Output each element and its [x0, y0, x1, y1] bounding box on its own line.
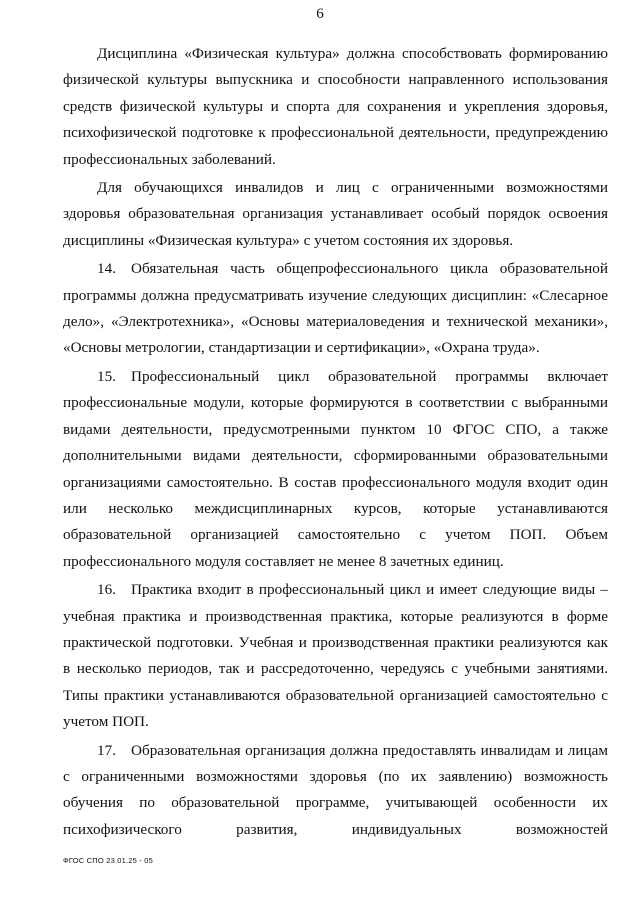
- paragraph-17: [63, 738, 608, 844]
- paragraph-disabled-students: Для обучающихся инвалидов и лиц с ограниченными возможностями здоровья образовательная организация устанавливает особый порядок освоения дисциплины «Физическая культура» с учетом состояния их здоровья.: [63, 179, 608, 249]
- paragraph-number: 17.: [97, 741, 116, 759]
- page-number: 6: [316, 6, 324, 22]
- paragraph-text: Профессиональный цикл образовательной программы включает профессиональные модули, которые формируются в соответствии с выбранными видами деятельности, предусмотренными пунктом 10 ФГОС СПО, а также дополнительными видами деятельности, сформированными образовательными организациями самостоятельно. В состав профессионального модуля входит один или несколько междисциплинарных курсов, которые устанавливаются образовательной организацией самостоятельно с учетом ПОП. Объем профессионального модуля составляет не менее 8 зачетных единиц.: [63, 367, 608, 570]
- document-body: [63, 41, 608, 845]
- paragraph-physical-culture: Дисциплина «Физическая культура» должна способствовать формированию физической культуры выпускника и способности направленного использования средств физической культуры и спорта для сохранения и укрепления здоровья, психофизической подготовке к профессиональной деятельности, предупреждению профессиональных заболеваний.: [63, 45, 608, 168]
- paragraph-number: 14.: [97, 260, 116, 278]
- paragraph-number: 16.: [97, 581, 116, 599]
- paragraph-text: Обязательная часть общепрофессионального цикла образовательной программы должна предусматривать изучение следующих дисциплин: «Слесарное дело», «Электротехника», «Основы материаловедения и технической механики», «Основы метрологии, стандартизации и сертификации», «Охрана труда».: [63, 260, 608, 357]
- paragraph-text: Практика входит в профессиональный цикл и имеет следующие виды – учебная практика и производственная практика, которые реализуются в форме практической подготовки. Учебная и производственная практики реализуются как в несколько периодов, так и рассредоточенно, чередуясь с учебными занятиями. Типы практики устанавливаются образовательной организацией самостоятельно с учетом ПОП.: [63, 581, 608, 731]
- document-footer-code: ФГОС СПО 23.01.25 - 05: [63, 856, 154, 865]
- paragraph-14: [63, 256, 608, 362]
- paragraph-15: [63, 364, 608, 575]
- paragraph-16: [63, 577, 608, 735]
- paragraph-number: 15.: [97, 367, 116, 385]
- paragraph-text: Образовательная организация должна предоставлять инвалидам и лицам с ограниченными возможностями здоровья (по их заявлению) возможность обучения по образовательной программе, учитывающей особенности их психофизического развития, индивидуальных возможностей: [63, 741, 608, 838]
